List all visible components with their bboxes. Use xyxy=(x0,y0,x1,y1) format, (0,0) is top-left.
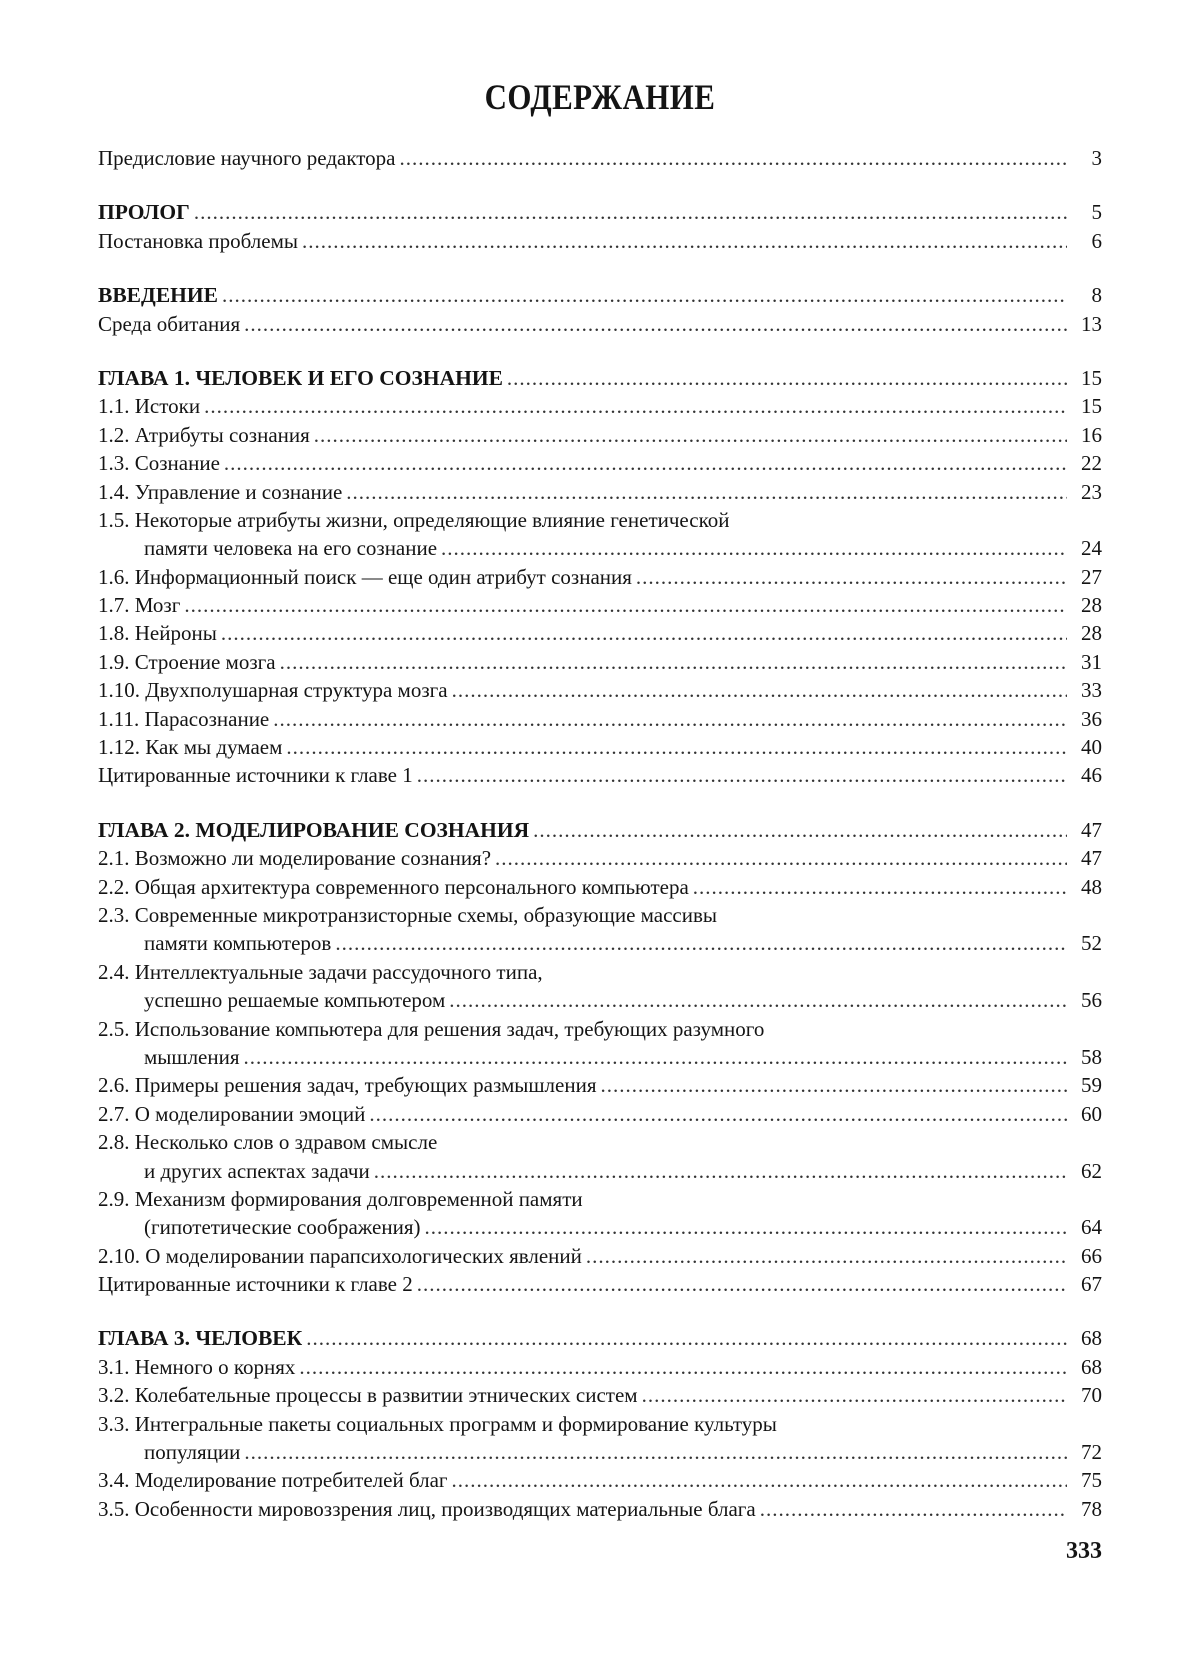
dot-leader xyxy=(424,1213,1067,1241)
toc-entry-first-line[interactable] xyxy=(98,1185,1102,1213)
toc-entry-page: 68 xyxy=(1072,1353,1102,1381)
dot-leader xyxy=(400,144,1068,172)
toc-entry-page: 3 xyxy=(1072,144,1102,172)
dot-leader xyxy=(374,1157,1067,1185)
dot-leader xyxy=(244,1043,1067,1071)
toc-entry-title: ГЛАВА 3. ЧЕЛОВЕК xyxy=(98,1324,302,1352)
toc-entry-title: ВВЕДЕНИЕ xyxy=(98,281,218,309)
toc-entry[interactable] xyxy=(98,1043,1102,1071)
dot-leader xyxy=(335,929,1067,957)
toc-entry[interactable] xyxy=(98,1438,1102,1466)
toc-entry-preface[interactable] xyxy=(98,144,1102,172)
toc-entry-page: 66 xyxy=(1072,1242,1102,1270)
dot-leader xyxy=(346,478,1067,506)
toc-entry-title: 1.6. Информационный поиск — еще один атрибут сознания xyxy=(98,563,632,591)
toc-entry[interactable] xyxy=(98,591,1102,619)
toc-entry-title: и других аспектах задачи xyxy=(144,1157,370,1185)
table-of-contents xyxy=(98,144,1102,1523)
toc-entry-title: 3.3. Интегральные пакеты социальных программ и формирование культуры xyxy=(98,1410,777,1438)
toc-entry-title: 1.9. Строение мозга xyxy=(98,648,276,676)
toc-entry-page: 47 xyxy=(1072,816,1102,844)
toc-entry-title: Постановка проблемы xyxy=(98,227,298,255)
toc-entry-page: 23 xyxy=(1072,478,1102,506)
toc-entry-page: 75 xyxy=(1072,1466,1102,1494)
toc-entry[interactable] xyxy=(98,534,1102,562)
dot-leader xyxy=(299,1353,1067,1381)
dot-leader xyxy=(314,421,1067,449)
dot-leader xyxy=(636,563,1067,591)
toc-entry-page: 72 xyxy=(1072,1438,1102,1466)
toc-entry-title: 1.5. Некоторые атрибуты жизни, определяющие влияние генетической xyxy=(98,506,729,534)
toc-entry-page: 33 xyxy=(1072,676,1102,704)
toc-entry-habitat[interactable] xyxy=(98,310,1102,338)
toc-entry-title: 1.1. Истоки xyxy=(98,392,200,420)
dot-leader xyxy=(507,364,1067,392)
dot-leader xyxy=(244,1438,1067,1466)
toc-entry-title: Цитированные источники к главе 1 xyxy=(98,761,413,789)
toc-entry[interactable] xyxy=(98,619,1102,647)
toc-entry[interactable] xyxy=(98,392,1102,420)
dot-leader xyxy=(417,761,1067,789)
toc-chapter-3-heading[interactable] xyxy=(98,1324,1102,1352)
toc-entry-first-line[interactable] xyxy=(98,1128,1102,1156)
dot-leader xyxy=(760,1495,1067,1523)
toc-entry[interactable] xyxy=(98,676,1102,704)
toc-entry-page: 59 xyxy=(1072,1071,1102,1099)
toc-entry-title: ГЛАВА 2. МОДЕЛИРОВАНИЕ СОЗНАНИЯ xyxy=(98,816,529,844)
toc-entry-page: 28 xyxy=(1072,591,1102,619)
dot-leader xyxy=(184,591,1067,619)
toc-entry-title: 1.12. Как мы думаем xyxy=(98,733,282,761)
book-page xyxy=(98,0,1102,1660)
toc-entry[interactable] xyxy=(98,1466,1102,1494)
dot-leader xyxy=(306,1324,1067,1352)
toc-entry-title: Среда обитания xyxy=(98,310,240,338)
toc-entry[interactable] xyxy=(98,873,1102,901)
toc-entry-page: 67 xyxy=(1072,1270,1102,1298)
toc-entry[interactable] xyxy=(98,1353,1102,1381)
dot-leader xyxy=(642,1381,1067,1409)
toc-entry[interactable] xyxy=(98,563,1102,591)
toc-entry[interactable] xyxy=(98,844,1102,872)
toc-entry-page: 13 xyxy=(1072,310,1102,338)
dot-leader xyxy=(533,816,1067,844)
dot-leader xyxy=(273,705,1067,733)
toc-entry-first-line[interactable] xyxy=(98,506,1102,534)
dot-leader xyxy=(204,392,1067,420)
toc-entry-page: 47 xyxy=(1072,844,1102,872)
toc-chapter-1-heading[interactable] xyxy=(98,364,1102,392)
toc-entry[interactable] xyxy=(98,1157,1102,1185)
toc-entry-title: 2.2. Общая архитектура современного персонального компьютера xyxy=(98,873,689,901)
toc-entry[interactable] xyxy=(98,1213,1102,1241)
toc-entry-page: 52 xyxy=(1072,929,1102,957)
toc-entry-page: 24 xyxy=(1072,534,1102,562)
toc-entry-title: 2.3. Современные микротранзисторные схемы, образующие массивы xyxy=(98,901,717,929)
toc-entry[interactable] xyxy=(98,1381,1102,1409)
dot-leader xyxy=(441,534,1067,562)
toc-chapter-2-heading[interactable] xyxy=(98,816,1102,844)
toc-entry[interactable] xyxy=(98,705,1102,733)
toc-entry-page: 5 xyxy=(1072,198,1102,226)
toc-entry-title: 3.4. Моделирование потребителей благ xyxy=(98,1466,448,1494)
toc-entry-prolog[interactable] xyxy=(98,198,1102,226)
toc-entry-title: популяции xyxy=(144,1438,240,1466)
toc-entry[interactable] xyxy=(98,1242,1102,1270)
toc-entry-title: 2.4. Интеллектуальные задачи рассудочного типа, xyxy=(98,958,543,986)
toc-entry-page: 8 xyxy=(1072,281,1102,309)
toc-entry[interactable] xyxy=(98,1270,1102,1298)
toc-entry-title: мышления xyxy=(144,1043,240,1071)
toc-entry-title: 2.5. Использование компьютера для решения задач, требующих разумного xyxy=(98,1015,764,1043)
toc-entry-title: 1.3. Сознание xyxy=(98,449,220,477)
toc-entry-title: 2.1. Возможно ли моделирование сознания? xyxy=(98,844,491,872)
dot-leader xyxy=(222,281,1067,309)
toc-entry-title: 3.5. Особенности мировоззрения лиц, производящих материальные блага xyxy=(98,1495,756,1523)
toc-entry-page: 78 xyxy=(1072,1495,1102,1523)
toc-entry-page: 62 xyxy=(1072,1157,1102,1185)
toc-entry-title: 3.1. Немного о корнях xyxy=(98,1353,295,1381)
dot-leader xyxy=(452,1466,1067,1494)
toc-entry-page: 46 xyxy=(1072,761,1102,789)
dot-leader xyxy=(449,986,1067,1014)
toc-entry-first-line[interactable] xyxy=(98,1015,1102,1043)
toc-entry-page: 6 xyxy=(1072,227,1102,255)
toc-entry-title: 1.11. Парасознание xyxy=(98,705,269,733)
dot-leader xyxy=(221,619,1067,647)
dot-leader xyxy=(417,1270,1067,1298)
toc-entry-title: памяти человека на его сознание xyxy=(144,534,437,562)
toc-entry-title: 2.7. О моделировании эмоций xyxy=(98,1100,365,1128)
toc-entry-title: 2.6. Примеры решения задач, требующих размышления xyxy=(98,1071,596,1099)
toc-entry[interactable] xyxy=(98,478,1102,506)
toc-entry-title: 3.2. Колебательные процессы в развитии этнических систем xyxy=(98,1381,638,1409)
dot-leader xyxy=(600,1071,1067,1099)
toc-entry-page: 60 xyxy=(1072,1100,1102,1128)
toc-entry[interactable] xyxy=(98,761,1102,789)
dot-leader xyxy=(302,227,1067,255)
dot-leader xyxy=(244,310,1067,338)
dot-leader xyxy=(286,733,1067,761)
toc-entry-first-line[interactable] xyxy=(98,1410,1102,1438)
dot-leader xyxy=(495,844,1067,872)
toc-entry[interactable] xyxy=(98,733,1102,761)
toc-entry-title: успешно решаемые компьютером xyxy=(144,986,445,1014)
toc-entry[interactable] xyxy=(98,1495,1102,1523)
toc-entry-title: 2.10. О моделировании парапсихологических явлений xyxy=(98,1242,582,1270)
toc-entry[interactable] xyxy=(98,986,1102,1014)
toc-entry[interactable] xyxy=(98,929,1102,957)
toc-entry-title: 1.4. Управление и сознание xyxy=(98,478,342,506)
toc-entry-page: 58 xyxy=(1072,1043,1102,1071)
toc-entry-title: Цитированные источники к главе 2 xyxy=(98,1270,413,1298)
toc-entry-page: 22 xyxy=(1072,449,1102,477)
toc-entry-title: 2.9. Механизм формирования долговременной памяти xyxy=(98,1185,583,1213)
toc-entry-page: 40 xyxy=(1072,733,1102,761)
dot-leader xyxy=(586,1242,1067,1270)
dot-leader xyxy=(194,198,1067,226)
toc-entry-title: 2.8. Несколько слов о здравом смысле xyxy=(98,1128,437,1156)
toc-entry-title: ПРОЛОГ xyxy=(98,198,190,226)
page-title: СОДЕРЖАНИЕ xyxy=(168,76,1031,118)
dot-leader xyxy=(369,1100,1067,1128)
dot-leader xyxy=(280,648,1067,676)
toc-entry-page: 15 xyxy=(1072,392,1102,420)
toc-entry-page: 36 xyxy=(1072,705,1102,733)
toc-entry-title: 1.10. Двухполушарная структура мозга xyxy=(98,676,448,704)
toc-entry-page: 27 xyxy=(1072,563,1102,591)
toc-entry-title: ГЛАВА 1. ЧЕЛОВЕК И ЕГО СОЗНАНИЕ xyxy=(98,364,503,392)
toc-entry[interactable] xyxy=(98,648,1102,676)
toc-entry-problem[interactable] xyxy=(98,227,1102,255)
toc-entry-page: 31 xyxy=(1072,648,1102,676)
toc-entry-title: Предисловие научного редактора xyxy=(98,144,396,172)
toc-entry-title: (гипотетические соображения) xyxy=(144,1213,420,1241)
toc-entry-page: 64 xyxy=(1072,1213,1102,1241)
dot-leader xyxy=(224,449,1067,477)
toc-entry[interactable] xyxy=(98,1100,1102,1128)
toc-entry-page: 16 xyxy=(1072,421,1102,449)
toc-entry-title: 1.7. Мозг xyxy=(98,591,180,619)
toc-entry-page: 48 xyxy=(1072,873,1102,901)
toc-entry-page: 68 xyxy=(1072,1324,1102,1352)
dot-leader xyxy=(452,676,1067,704)
toc-entry[interactable] xyxy=(98,1071,1102,1099)
toc-entry-title: памяти компьютеров xyxy=(144,929,331,957)
dot-leader xyxy=(693,873,1067,901)
toc-entry-page: 28 xyxy=(1072,619,1102,647)
toc-entry-intro[interactable] xyxy=(98,281,1102,309)
toc-entry-page: 70 xyxy=(1072,1381,1102,1409)
page-number: 333 xyxy=(1066,1538,1102,1565)
toc-entry-page: 56 xyxy=(1072,986,1102,1014)
toc-entry-title: 1.2. Атрибуты сознания xyxy=(98,421,310,449)
toc-entry-first-line[interactable] xyxy=(98,958,1102,986)
toc-entry-page: 15 xyxy=(1072,364,1102,392)
toc-entry-first-line[interactable] xyxy=(98,901,1102,929)
toc-entry[interactable] xyxy=(98,421,1102,449)
toc-entry-title: 1.8. Нейроны xyxy=(98,619,217,647)
toc-entry[interactable] xyxy=(98,449,1102,477)
